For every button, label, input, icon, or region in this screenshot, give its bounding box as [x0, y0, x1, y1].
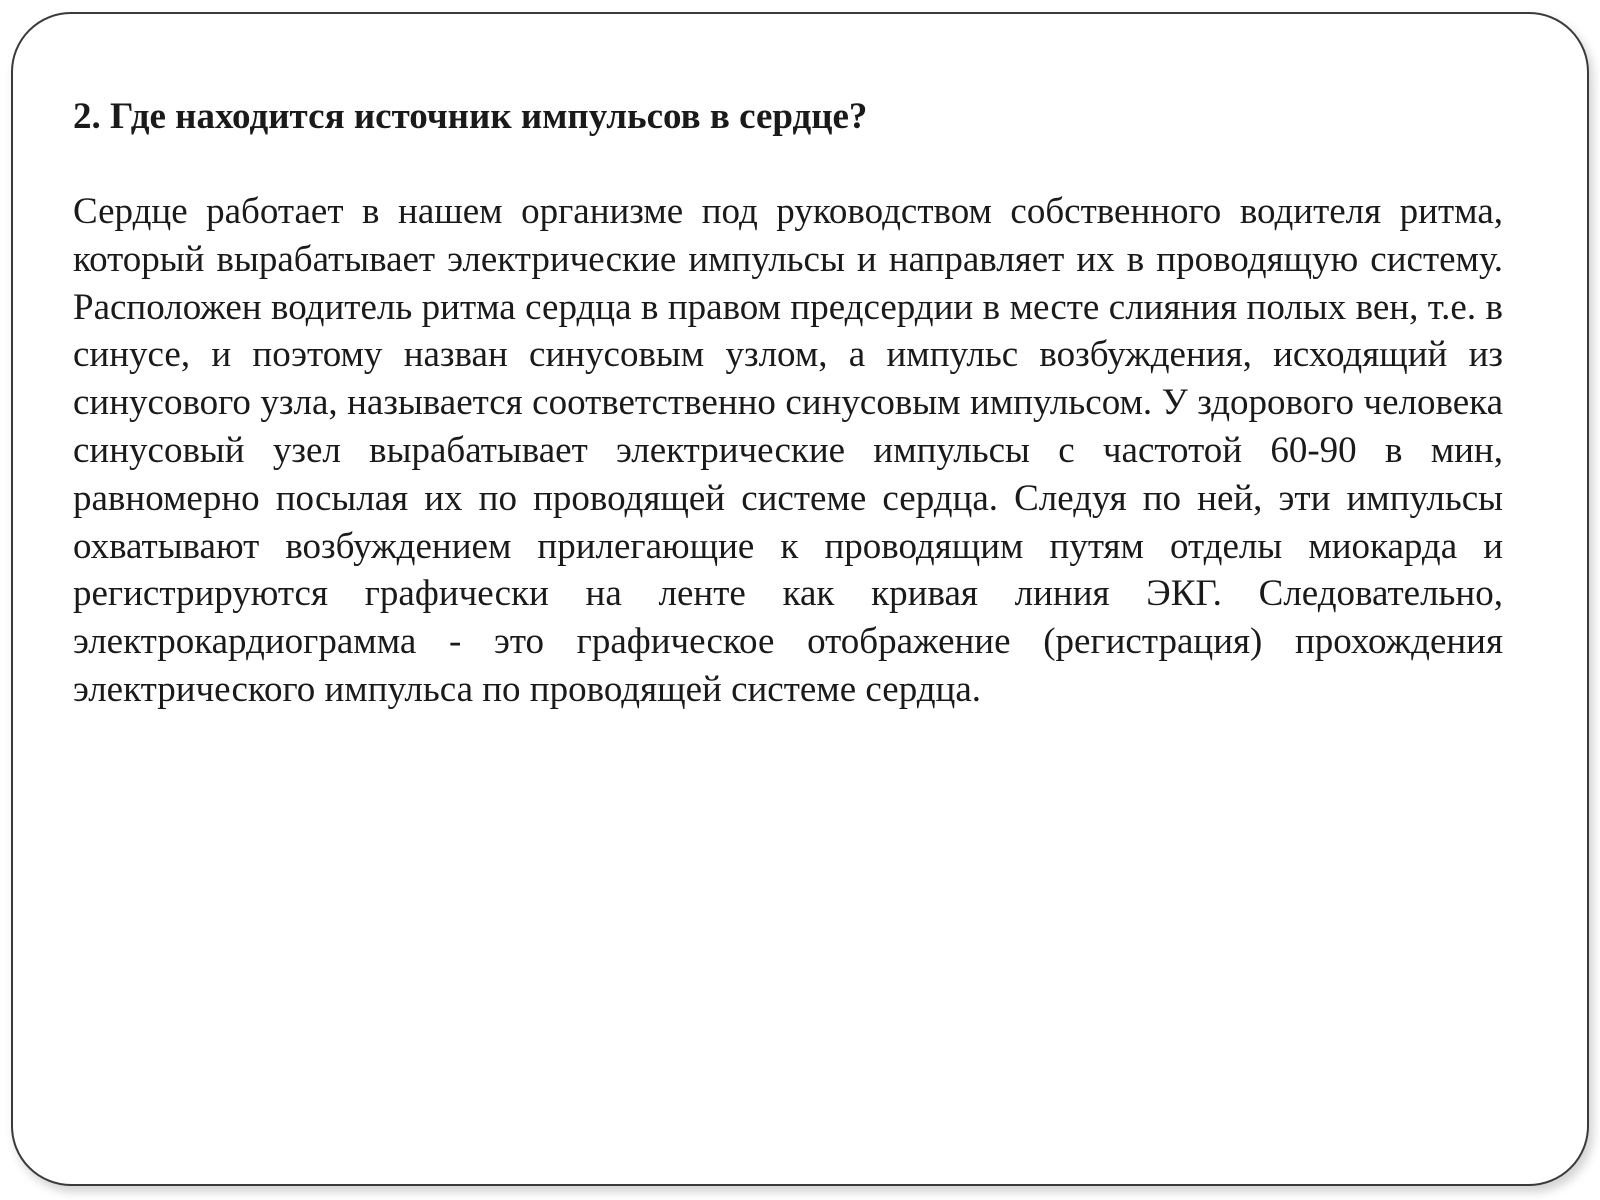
slide-content: [73, 94, 1503, 714]
slide-heading: 2. Где находится источник импульсов в сердце?: [73, 96, 868, 137]
slide-paragraph: Сердце работает в нашем организме под руководством собственного водителя ритма, который вырабатывает электрические импульсы и направляет их в проводящую систему. Расположен водитель ритма сердца в правом предсердии в месте слияния полых вен, т.е. в синусе, и поэтому назван синусовым узлом, а импульс возбуждения, исходящий из синусового узла, называется соответственно синусовым импульсом. У здорового человека синусовый узел вырабатывает электрические импульсы с частотой 60-90 в мин, равномерно посылая их по проводящей системе сердца. Следуя по ней, эти импульсы охватывают возбуждением прилегающие к проводящим путям отделы миокарда и регистрируются графически на ленте как кривая линия ЭКГ. Следовательно, электрокардиограмма - это графическое отображение (регистрация) прохождения электрического импульса по проводящей системе сердца.: [73, 191, 1503, 710]
slide-frame: [11, 12, 1589, 1186]
